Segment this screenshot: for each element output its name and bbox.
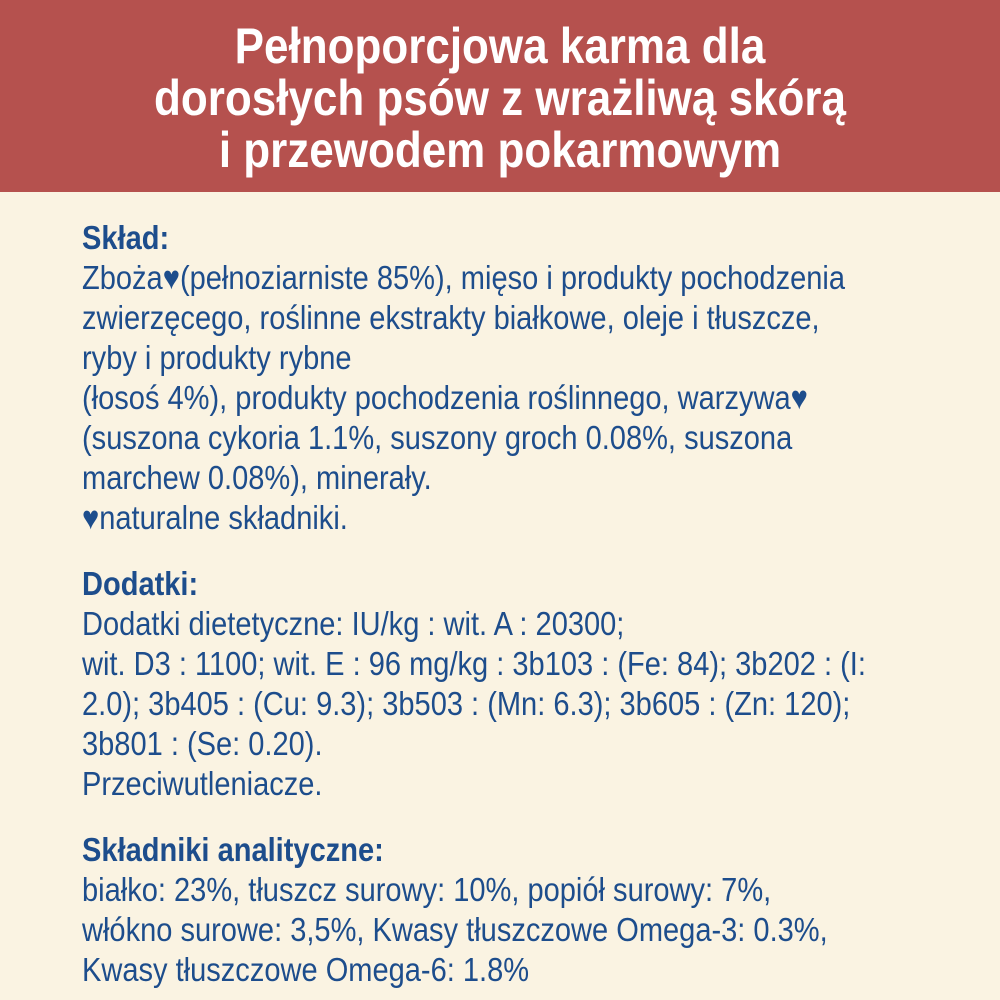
additives-line: Dodatki dietetyczne: IU/kg : wit. A : 20300; [82, 605, 625, 642]
additives-line: wit. D3 : 1100; wit. E : 96 mg/kg : 3b103 : (Fe: 84); 3b202 : (I: [82, 645, 866, 682]
section-analytical-components [82, 830, 1000, 990]
additives-line: Przeciwutleniacze. [82, 765, 323, 802]
product-title-line-1: Pełnoporcjowa karma dla [234, 18, 766, 74]
header-band [0, 0, 1000, 192]
analytical-line: włókno surowe: 3,5%, Kwasy tłuszczowe Omega-3: 0.3%, [82, 911, 828, 948]
analytical-line: białko: 23%, tłuszcz surowy: 10%, popiół surowy: 7%, [82, 871, 772, 908]
product-title-line-2: dorosłych psów z wrażliwą skórą [153, 70, 846, 126]
additives-heading: Dodatki: [82, 565, 199, 602]
section-additives [82, 564, 1000, 804]
analytical-components-heading: Składniki analityczne: [82, 831, 384, 868]
analytical-line: Kwasy tłuszczowe Omega-6: 1.8% [82, 951, 530, 988]
ingredients-line: ryby i produkty rybne [82, 339, 352, 376]
ingredients-line: Zboża♥(pełnoziarniste 85%), mięso i produkty pochodzenia [82, 259, 846, 296]
ingredients-line: zwierzęcego, roślinne ekstrakty białkowe, oleje i tłuszcze, [82, 299, 820, 336]
label-content [0, 192, 1000, 990]
additives-line: 3b801 : (Se: 0.20). [82, 725, 323, 762]
ingredients-line: (suszona cykoria 1.1%, suszony groch 0.08%, suszona [82, 419, 793, 456]
ingredients-line: (łosoś 4%), produkty pochodzenia roślinnego, warzywa♥ [82, 379, 808, 416]
ingredients-heading: Skład: [82, 219, 170, 256]
product-title-line-3: i przewodem pokarmowym [218, 122, 782, 178]
ingredients-line: marchew 0.08%), minerały. [82, 459, 432, 496]
section-ingredients [82, 218, 1000, 538]
additives-line: 2.0); 3b405 : (Cu: 9.3); 3b503 : (Mn: 6.3); 3b605 : (Zn: 120); [82, 685, 851, 722]
ingredients-footnote: ♥naturalne składniki. [82, 499, 348, 536]
